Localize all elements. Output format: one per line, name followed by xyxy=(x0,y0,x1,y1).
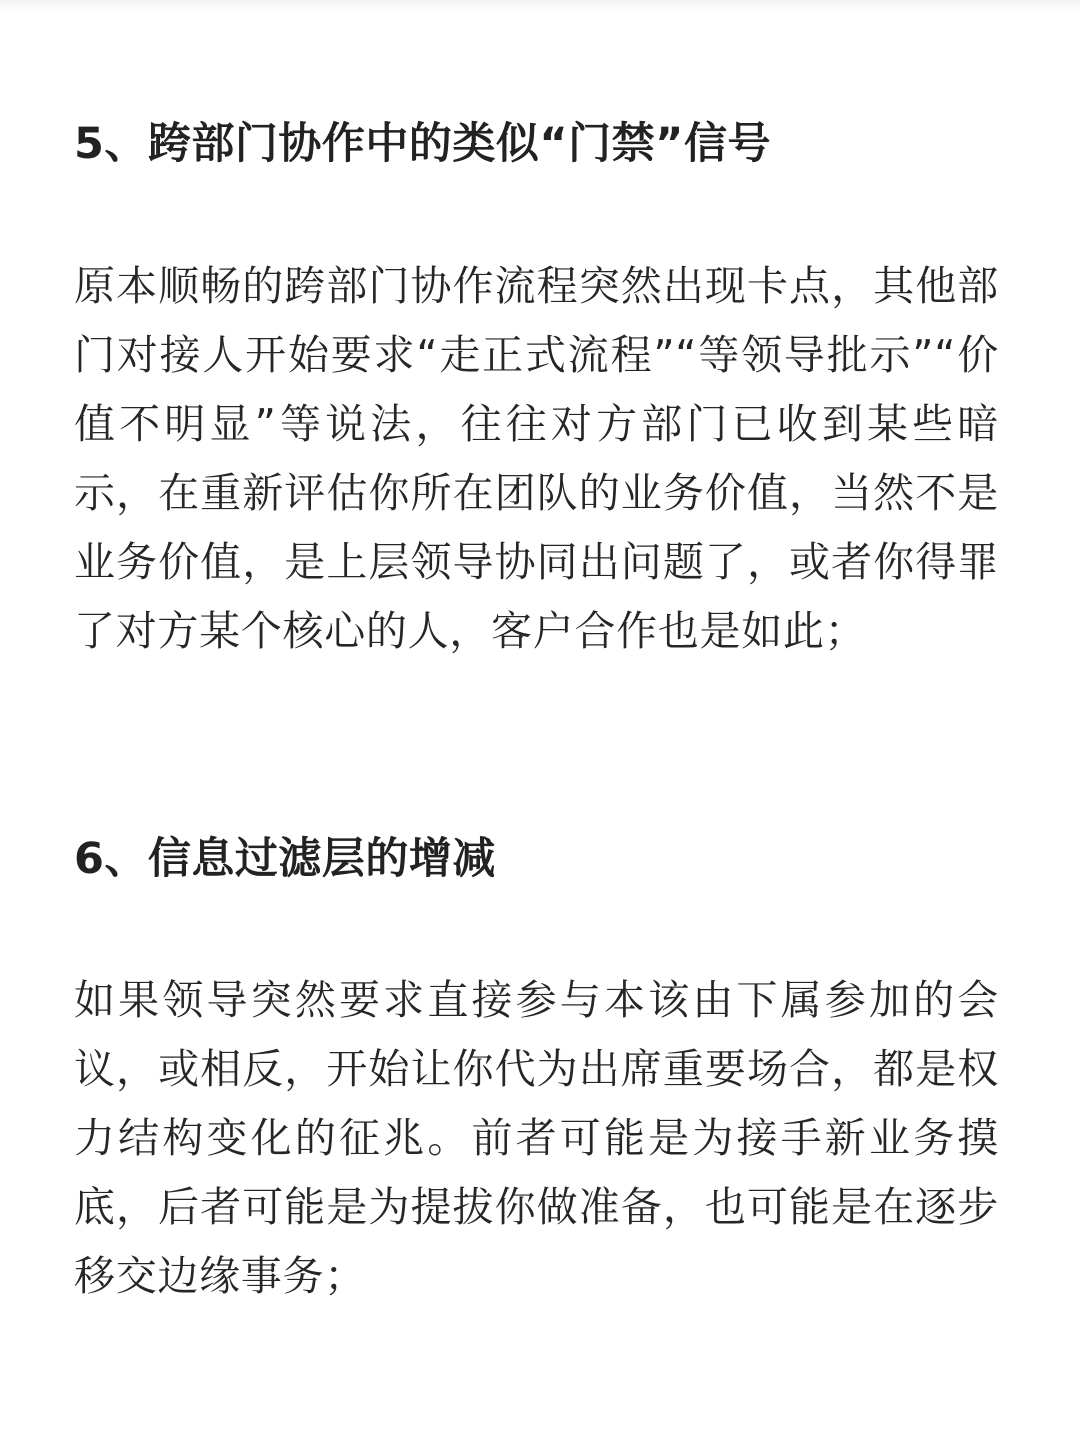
section-heading: 5、跨部门协作中的类似“门禁”信号 xyxy=(74,119,771,169)
section-heading: 6、信息过滤层的增减 xyxy=(74,834,496,884)
section-paragraph: 原本顺畅的跨部门协作流程突然出现卡点，其他部门对接人开始要求“走正式流程”“等领导批示”“价值不明显”等说法，往往对方部门已收到某些暗示，在重新评估你所在团队的业务价值，当然不是业务价值，是上层领导协同出问题了，或者你得罪了对方某个核心的人，客户合作也是如此； xyxy=(74,262,999,655)
top-edge-shadow xyxy=(0,0,1080,14)
section-paragraph: 如果领导突然要求直接参与本该由下属参加的会议，或相反，开始让你代为出席重要场合，都是权力结构变化的征兆。前者可能是为接手新业务摸底，后者可能是为提拔你做准备，也可能是在逐步移交边缘事务； xyxy=(74,976,999,1300)
